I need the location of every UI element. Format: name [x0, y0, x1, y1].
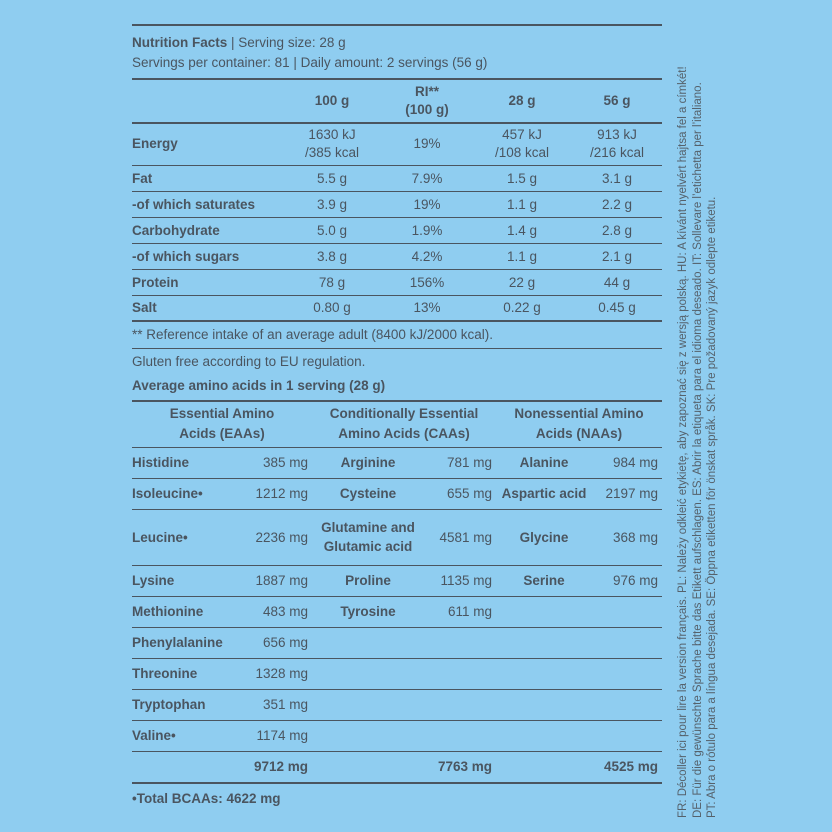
row-protein — [132, 269, 662, 295]
naa-header: Nonessential Amino Acids (NAAs) — [496, 401, 662, 447]
caa-total: 7763 mg — [424, 751, 496, 783]
peel-line: PT: Abra o rótulo para a língua desejada. SE: Öppna etiketten för önskat språk. SK: Pre požadovaný jazyk odlepte etiketu. — [706, 196, 718, 818]
amino-name: Methionine — [132, 596, 240, 627]
value-100g: 78 g — [282, 269, 382, 295]
amino-value: 4581 mg — [424, 509, 496, 565]
amino-name: Valine• — [132, 720, 240, 751]
amino-name: Leucine• — [132, 509, 240, 565]
amino-table — [132, 400, 662, 784]
amino-value: 611 mg — [424, 596, 496, 627]
serving-size: | Serving size: 28 g — [231, 35, 346, 50]
eaa-total: 9712 mg — [240, 751, 312, 783]
total-bcaas: •Total BCAAs: 4622 mg — [132, 791, 281, 806]
amino-row — [132, 689, 662, 720]
value-56g: 0.45 g — [572, 295, 662, 321]
value-ri: 19% — [382, 191, 472, 217]
value-ri: 13% — [382, 295, 472, 321]
value-ri: 1.9% — [382, 217, 472, 243]
amino-row — [132, 596, 662, 627]
value-ri: 156% — [382, 269, 472, 295]
amino-value: 655 mg — [424, 478, 496, 509]
amino-name: Histidine — [132, 447, 240, 478]
value-28g: 0.22 g — [472, 295, 572, 321]
amino-value: 781 mg — [424, 447, 496, 478]
amino-name: Alanine — [496, 447, 592, 478]
amino-value: 2197 mg — [592, 478, 662, 509]
servings-line: Servings per container: 81 | Daily amount: 2 servings (56 g) — [132, 55, 488, 70]
nutrient-label: Energy — [132, 123, 282, 165]
amino-name: Arginine — [312, 447, 424, 478]
energy-28g: 457 kJ /108 kcal — [472, 123, 572, 165]
value-100g: 3.9 g — [282, 191, 382, 217]
amino-name: Cysteine — [312, 478, 424, 509]
value-28g: 1.1 g — [472, 191, 572, 217]
amino-name: Glycine — [496, 509, 592, 565]
peel-instructions — [676, 12, 720, 818]
gluten-statement: Gluten free according to EU regulation. — [132, 348, 662, 374]
amino-row — [132, 627, 662, 658]
nutrition-facts-title: Nutrition Facts — [132, 35, 228, 50]
peel-line: FR: Décoller ici pour lire la version français. PL: Należy odkleić etykietę, aby zapoznać się z wersją polską. HU: A kívánt nyelvért hajtsa fel a címkét! — [677, 66, 689, 818]
value-100g: 5.5 g — [282, 165, 382, 191]
amino-value: 1328 mg — [240, 658, 312, 689]
amino-value: 656 mg — [240, 627, 312, 658]
amino-name: Lysine — [132, 565, 240, 596]
row-salt — [132, 295, 662, 321]
amino-row — [132, 565, 662, 596]
amino-name: Proline — [312, 565, 424, 596]
energy-56g: 913 kJ /216 kcal — [572, 123, 662, 165]
amino-value: 368 mg — [592, 509, 662, 565]
value-28g: 1.5 g — [472, 165, 572, 191]
row-carbohydrate — [132, 217, 662, 243]
value-ri: 4.2% — [382, 243, 472, 269]
nutrient-label: Fat — [132, 165, 282, 191]
row-saturates — [132, 191, 662, 217]
row-energy — [132, 123, 662, 165]
amino-name: Threonine — [132, 658, 240, 689]
amino-value: 976 mg — [592, 565, 662, 596]
amino-value: 1174 mg — [240, 720, 312, 751]
amino-row — [132, 478, 662, 509]
row-fat — [132, 165, 662, 191]
amino-row — [132, 509, 662, 565]
nutrient-label: Carbohydrate — [132, 217, 282, 243]
amino-value: 1135 mg — [424, 565, 496, 596]
amino-name: Phenylalanine — [132, 627, 240, 658]
amino-name: Isoleucine• — [132, 478, 240, 509]
value-100g: 5.0 g — [282, 217, 382, 243]
amino-row — [132, 447, 662, 478]
value-56g: 2.1 g — [572, 243, 662, 269]
amino-value: 2236 mg — [240, 509, 312, 565]
amino-row — [132, 658, 662, 689]
col-ri: RI** (100 g) — [382, 79, 472, 123]
amino-name: Aspartic acid — [496, 478, 592, 509]
amino-row — [132, 720, 662, 751]
naa-total: 4525 mg — [592, 751, 662, 783]
value-100g: 0.80 g — [282, 295, 382, 321]
value-28g: 22 g — [472, 269, 572, 295]
value-56g: 2.8 g — [572, 217, 662, 243]
value-56g: 2.2 g — [572, 191, 662, 217]
peel-line: DE: Für die gewünschte Sprache bitte das Etikett aufschlagen. ES: Abrir la etiqueta para el idioma deseado. IT: Sollevare l’etichetta per l’italiano. — [691, 82, 704, 818]
value-56g: 44 g — [572, 269, 662, 295]
nutrient-label: -of which saturates — [132, 191, 282, 217]
amino-value: 1887 mg — [240, 565, 312, 596]
amino-name: Glutamine and Glutamic acid — [312, 509, 424, 565]
ri-footnote: ** Reference intake of an average adult (8400 kJ/2000 kcal). — [132, 327, 493, 342]
amino-value: 483 mg — [240, 596, 312, 627]
eaa-header: Essential Amino Acids (EAAs) — [132, 401, 312, 447]
value-28g: 1.4 g — [472, 217, 572, 243]
label-header — [132, 26, 662, 78]
amino-heading: Average amino acids in 1 serving (28 g) — [132, 378, 386, 393]
energy-100g: 1630 kJ /385 kcal — [282, 123, 382, 165]
nutrient-label: Protein — [132, 269, 282, 295]
value-100g: 3.8 g — [282, 243, 382, 269]
amino-value: 1212 mg — [240, 478, 312, 509]
amino-totals-row — [132, 751, 662, 783]
amino-name: Tyrosine — [312, 596, 424, 627]
col-100g: 100 g — [282, 79, 382, 123]
col-56g: 56 g — [572, 79, 662, 123]
amino-name: Tryptophan — [132, 689, 240, 720]
value-28g: 1.1 g — [472, 243, 572, 269]
nutrition-label — [132, 24, 662, 808]
nutrition-table — [132, 78, 662, 322]
col-28g: 28 g — [472, 79, 572, 123]
value-ri: 7.9% — [382, 165, 472, 191]
amino-value: 984 mg — [592, 447, 662, 478]
amino-value: 385 mg — [240, 447, 312, 478]
amino-name: Serine — [496, 565, 592, 596]
value-56g: 3.1 g — [572, 165, 662, 191]
row-sugars — [132, 243, 662, 269]
nutrient-label: -of which sugars — [132, 243, 282, 269]
energy-ri: 19% — [382, 123, 472, 165]
nutrient-label: Salt — [132, 295, 282, 321]
amino-value: 351 mg — [240, 689, 312, 720]
caa-header: Conditionally Essential Amino Acids (CAAs) — [312, 401, 496, 447]
